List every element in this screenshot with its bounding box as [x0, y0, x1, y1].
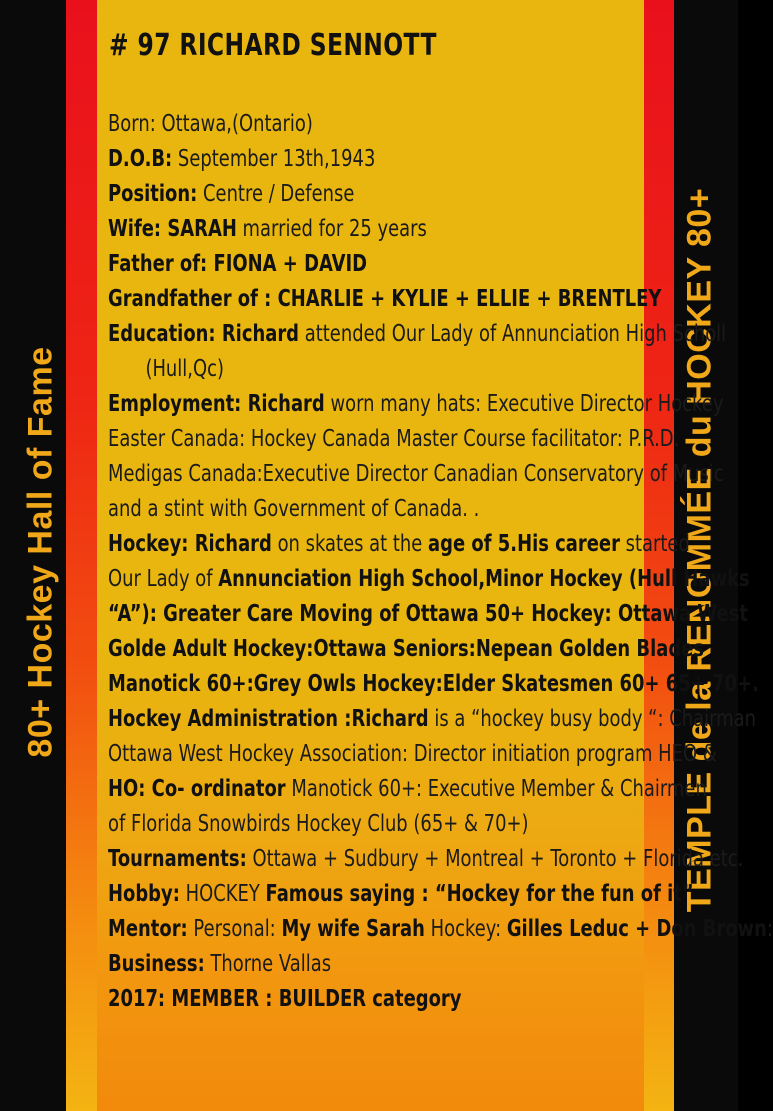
- bio-line: [108, 250, 607, 285]
- bio-label: Golde Adult Hockey:Ottawa Seniors:Nepean Golden Blades: [108, 636, 705, 662]
- bio-value: on skates at the: [271, 531, 429, 557]
- bio-line: [108, 635, 705, 670]
- bio-label: Father of: FIONA + DAVID: [108, 251, 368, 277]
- bio-value: Born: Ottawa,(Ontario): [108, 111, 313, 137]
- bio-label: Employment: Richard: [108, 391, 325, 417]
- bio-label: Tournaments:: [108, 846, 247, 872]
- bio-value: is a “hockey busy body “: Chairman: [428, 706, 756, 732]
- bio-value: HOCKEY: [179, 881, 266, 907]
- bio-line: [108, 355, 607, 390]
- player-title: # 97 RICHARD SENNOTT: [109, 28, 437, 63]
- bio-label: age of 5.His career: [428, 531, 620, 557]
- bio-line: [108, 985, 607, 1020]
- left-gradient-stripe: [66, 0, 97, 1111]
- bio-label: HO: Co- ordinator: [108, 776, 286, 802]
- bio-value: attended Our Lady of Annunciation High Scholl: [299, 321, 727, 347]
- bio-label: “A”): Greater Care Moving of Ottawa 50+ Hockey: Ottawa West: [108, 601, 748, 627]
- bio-line: [108, 810, 607, 845]
- bio-label: My wife Sarah: [281, 916, 425, 942]
- bio-line: [108, 320, 727, 355]
- bio-label: Grandfather of : CHARLIE + KYLIE + ELLIE + BRENTLEY: [108, 286, 662, 312]
- bio-label: Manotick 60+:Grey Owls Hockey:Elder Skatesmen 60+ 65+ 70+.: [108, 671, 759, 697]
- bio-value: (Hull,Qc): [145, 356, 224, 382]
- bio-value: Our Lady of: [108, 566, 219, 592]
- bio-value: started: [619, 531, 690, 557]
- bio-line: [108, 915, 773, 950]
- bio-value: Manotick 60+: Executive Member & Chairmen: [285, 776, 707, 802]
- bio-label: Famous saying : “Hockey for the fun of it”: [265, 881, 694, 907]
- bio-value: worn many hats: Executive Director Hockey: [324, 391, 724, 417]
- bio-value: Thorne Vallas: [204, 951, 332, 977]
- bio-label: Education: Richard: [108, 321, 300, 347]
- bio-line: [108, 180, 607, 215]
- bio-value: Easter Canada: Hockey Canada Master Course facilitator: P.R.D.: [108, 426, 680, 452]
- bio-line: [108, 600, 748, 635]
- bio-line: [108, 845, 744, 880]
- bio-label: 2017: MEMBER : BUILDER category: [108, 986, 462, 1012]
- bio-label: D.O.B:: [108, 146, 173, 172]
- bio-line: [108, 460, 724, 495]
- bio-line: [108, 950, 607, 985]
- bio-line: [108, 705, 756, 740]
- bio-line: [108, 285, 662, 320]
- bio-label: Position:: [108, 181, 198, 207]
- bio-label: Mentor:: [108, 916, 188, 942]
- bio-line: [108, 215, 607, 250]
- bio-label: Hockey: Richard: [108, 531, 272, 557]
- bio-value: :: [766, 916, 773, 942]
- bio-line: [108, 145, 607, 180]
- bio-label: Hockey Administration :Richard: [108, 706, 429, 732]
- bio-line: [108, 880, 694, 915]
- bio-label: Wife: SARAH: [108, 216, 237, 242]
- bio-value: Personal:: [187, 916, 282, 942]
- bio-label: Business:: [108, 951, 205, 977]
- bio-line: [108, 565, 750, 600]
- bio-value: of Florida Snowbirds Hockey Club (65+ & 70+): [108, 811, 529, 837]
- bio-line: [108, 775, 707, 810]
- bio-value: married for 25 years: [236, 216, 427, 242]
- hall-of-fame-vertical-label: 80+ Hockey Hall of Fame: [21, 346, 60, 758]
- bio-value: and a stint with Government of Canada. .: [108, 496, 480, 522]
- bio-line: [108, 670, 759, 705]
- bio-value: Hockey:: [424, 916, 507, 942]
- bio-value: Ottawa + Sudbury + Montreal + Toronto + Florida etc.: [246, 846, 744, 872]
- bio-line: [108, 425, 680, 460]
- temple-renommee-vertical-label: TEMPLE de la RENOMMÉE du HOCKEY 80+: [680, 187, 719, 913]
- bio-label: Hobby:: [108, 881, 180, 907]
- bio-line: [108, 495, 607, 530]
- bio-line: [108, 390, 724, 425]
- bio-value: Centre / Defense: [197, 181, 355, 207]
- bio-line: [108, 530, 690, 565]
- bio-line: [108, 110, 607, 145]
- bio-value: Medigas Canada:Executive Director Canadian Conservatory of Music: [108, 461, 724, 487]
- bio-label: Annunciation High School,Minor Hockey (Hull Hawks: [218, 566, 750, 592]
- bio-value: Ottawa West Hockey Association: Director initiation program HEO &: [108, 741, 717, 767]
- bio-label: Gilles Leduc + Don Brown: [506, 916, 767, 942]
- bio-value: September 13th,1943: [172, 146, 376, 172]
- bio-line: [108, 740, 717, 775]
